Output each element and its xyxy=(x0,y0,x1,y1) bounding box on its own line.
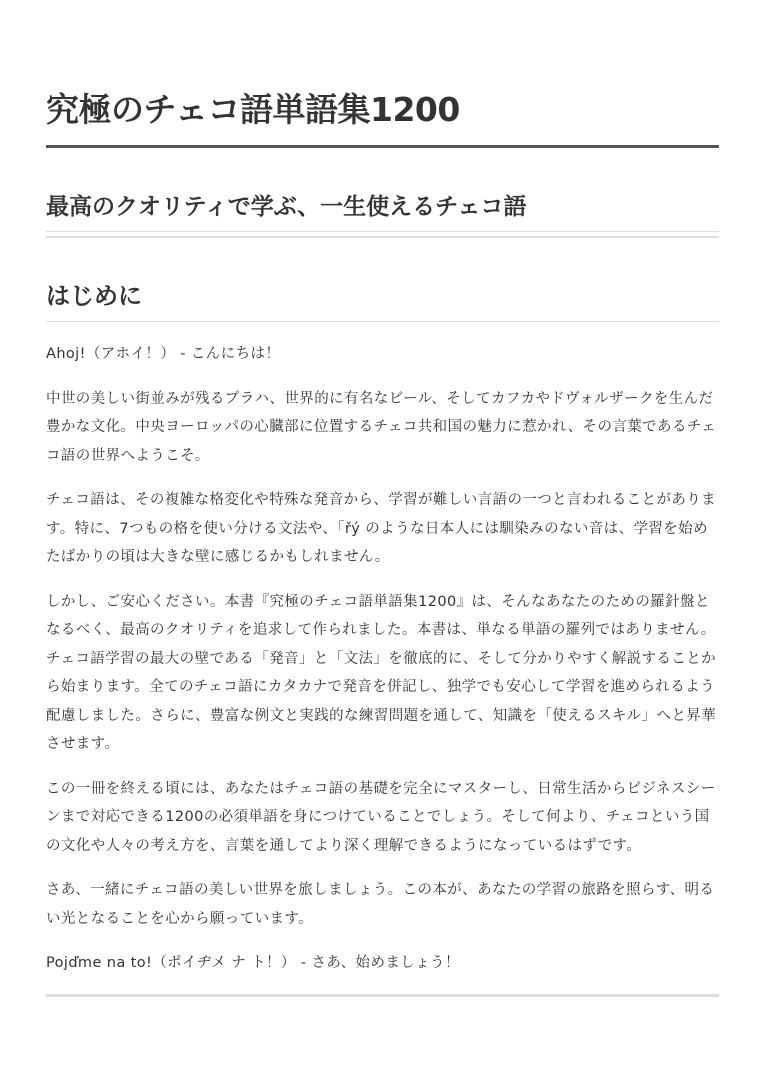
page-subtitle: 最高のクオリティで学ぶ、一生使えるチェコ語 xyxy=(46,194,527,220)
paragraph: チェコ語は、その複雑な格変化や特殊な発音から、学習が難しい言語の一つと言われることがあります。特に、7つもの格を使い分ける文法や、「řý のような日本人には馴染みのない音は、学習を始めたばかりの頃は大きな壁に感じるかもしれません。 xyxy=(46,492,717,565)
bottom-divider xyxy=(46,994,719,997)
paragraph: この一冊を終える頃には、あなたはチェコ語の基礎を完全にマスターし、日常生活からビジネスシーンまで対応できる1200の必須単語を身につけていることでしょう。そして何より、チェコという国の文化や人々の考え方を、言葉を通してより深く理解できるようになっているはずです。 xyxy=(46,780,716,854)
paragraph-greeting: Ahoj!（アホイ！） - こんにちは！ xyxy=(46,346,281,362)
paragraph-closing: Pojďme na to!（ポイヂメ ナ ト！） - さあ、始めましょう！ xyxy=(46,955,460,971)
section-heading: はじめに xyxy=(46,282,142,310)
introduction-body xyxy=(46,322,719,978)
page-title: 究極のチェコ語単語集1200 xyxy=(46,90,460,129)
paragraph: さあ、一緒にチェコ語の美しい世界を旅しましょう。この本が、あなたの学習の旅路を照らす、明るい光となることを心から願っています。 xyxy=(46,882,715,927)
document-page xyxy=(46,0,719,997)
paragraph: しかし、ご安心ください。本書『究極のチェコ語単語集1200』は、そんなあなたのための羅針盤となるべく、最高のクオリティを追求して作られました。本書は、単なる単語の羅列ではありません。チェコ語学習の最大の壁である「発音」と「文法」を徹底的に、そして分かりやすく解説することから始まります。全てのチェコ語にカタカナで発音を併記し、独学でも安心して学習を進められるよう配慮しました。さらに、豊富な例文と実践的な練習問題を通して、知識を「使えるスキル」へと昇華させます。 xyxy=(46,593,717,752)
paragraph: 中世の美しい街並みが残るプラハ、世界的に有名なビール、そしてカフカやドヴォルザークを生んだ豊かな文化。中央ヨーロッパの心臓部に位置するチェコ共和国の魅力に惹かれ、その言葉であるチェコ語の世界へようこそ。 xyxy=(46,390,717,464)
subtitle-divider xyxy=(46,231,719,238)
